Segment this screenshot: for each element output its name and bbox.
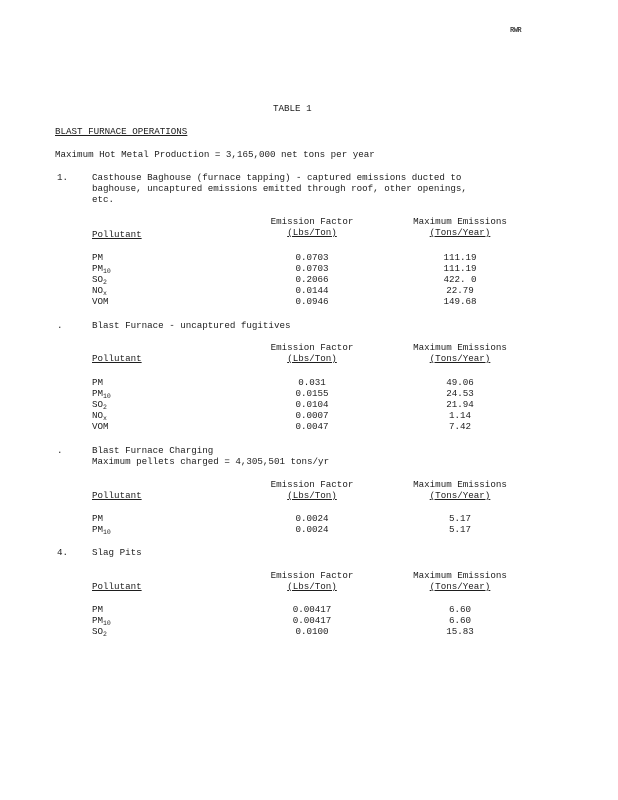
maximum-emissions-value: 5.17 [448, 513, 472, 524]
emission-factor-header: Emission Factor (Lbs/Ton) [270, 479, 354, 501]
emission-factor-header: Emission Factor (Lbs/Ton) [270, 216, 354, 238]
emission-factor-value: 0.0946 [295, 296, 329, 307]
maximum-emissions-value: 7.42 [448, 421, 472, 432]
emission-factor-value: 0.0024 [295, 513, 329, 524]
section-title: etc. [92, 194, 115, 205]
emission-factor-value: 0.0047 [295, 421, 329, 432]
page-stamp: RWR [510, 27, 522, 35]
maximum-emissions-value: 1.14 [448, 410, 472, 421]
pollutant-header: Pollutant [92, 581, 142, 592]
pollutant-name: PM [92, 513, 104, 524]
maximum-emissions-value: 111.19 [443, 252, 477, 263]
pollutant-name: $NO_x$ [92, 410, 107, 422]
pollutant-header: Pollutant [92, 490, 142, 501]
pollutant-name: $PM_{10}$ [92, 388, 111, 400]
emission-factor-value: 0.0007 [295, 410, 329, 421]
pollutant-name: VOM [92, 296, 109, 307]
maximum-emissions-value: 5.17 [448, 524, 472, 535]
pollutant-header: Pollutant [92, 353, 142, 364]
pollutant-name: $SO_2$ [92, 626, 107, 638]
emission-factor-header: Emission Factor (Lbs/Ton) [270, 570, 354, 592]
emission-factor-value: 0.031 [298, 377, 326, 388]
section-number: 4. [57, 547, 69, 558]
maximum-emissions-value: 422. 0 [443, 274, 477, 285]
emission-factor-value: 0.2066 [295, 274, 329, 285]
maximum-emissions-value: 49.06 [446, 377, 474, 388]
maximum-emissions-header: Maximum Emissions (Tons/Year) [413, 570, 507, 592]
emission-factor-header: Emission Factor (Lbs/Ton) [270, 342, 354, 364]
emission-factor-value: 0.00417 [292, 615, 332, 626]
pollutant-name: PM [92, 377, 104, 388]
pollutant-name: $PM_{10}$ [92, 263, 111, 275]
section-title: Blast Furnace - uncaptured fugitives [92, 320, 291, 331]
pollutant-name: PM [92, 604, 104, 615]
maximum-emissions-value: 24.53 [446, 388, 474, 399]
emission-factor-value: 0.00417 [292, 604, 332, 615]
production-statement: Maximum Hot Metal Production = 3,165,000 net tons per year [55, 149, 375, 160]
maximum-emissions-header: Maximum Emissions (Tons/Year) [413, 342, 507, 364]
maximum-emissions-value: 15.83 [446, 626, 474, 637]
section-title: Slag Pits [92, 547, 142, 558]
maximum-emissions-value: 6.60 [448, 615, 472, 626]
emission-factor-value: 0.0024 [295, 524, 329, 535]
emission-factor-value: 0.0104 [295, 399, 329, 410]
emission-factor-value: 0.0703 [295, 252, 329, 263]
maximum-emissions-value: 111.19 [443, 263, 477, 274]
pollutant-name: VOM [92, 421, 109, 432]
section-title: Blast Furnace Charging [92, 445, 214, 456]
section-number: . [57, 320, 63, 331]
section-heading: BLAST FURNACE OPERATIONS [55, 126, 188, 137]
pollutant-name: $NO_x$ [92, 285, 107, 297]
emission-factor-value: 0.0100 [295, 626, 329, 637]
emission-factor-value: 0.0703 [295, 263, 329, 274]
section-title: baghouse, uncaptured emissions emitted through roof, other openings, [92, 183, 467, 194]
maximum-emissions-value: 6.60 [448, 604, 472, 615]
pollutant-header: Pollutant [92, 229, 142, 240]
emission-factor-value: 0.0144 [295, 285, 329, 296]
pollutant-name: PM [92, 252, 104, 263]
section-number: 1. [57, 172, 69, 183]
maximum-emissions-header: Maximum Emissions (Tons/Year) [413, 479, 507, 501]
pollutant-name: $SO_2$ [92, 274, 107, 286]
section-title: Casthouse Baghouse (furnace tapping) - captured emissions ducted to [92, 172, 462, 183]
maximum-emissions-header: Maximum Emissions (Tons/Year) [413, 216, 507, 238]
section-number: . [57, 445, 63, 456]
pollutant-name: $PM_{10}$ [92, 524, 111, 536]
section-title: Maximum pellets charged = 4,305,501 tons/yr [92, 456, 330, 467]
maximum-emissions-value: 149.68 [443, 296, 477, 307]
maximum-emissions-value: 21.94 [446, 399, 474, 410]
pollutant-name: $SO_2$ [92, 399, 107, 411]
pollutant-name: $PM_{10}$ [92, 615, 111, 627]
table-title: TABLE 1 [273, 103, 312, 114]
emission-factor-value: 0.0155 [295, 388, 329, 399]
maximum-emissions-value: 22.79 [446, 285, 474, 296]
